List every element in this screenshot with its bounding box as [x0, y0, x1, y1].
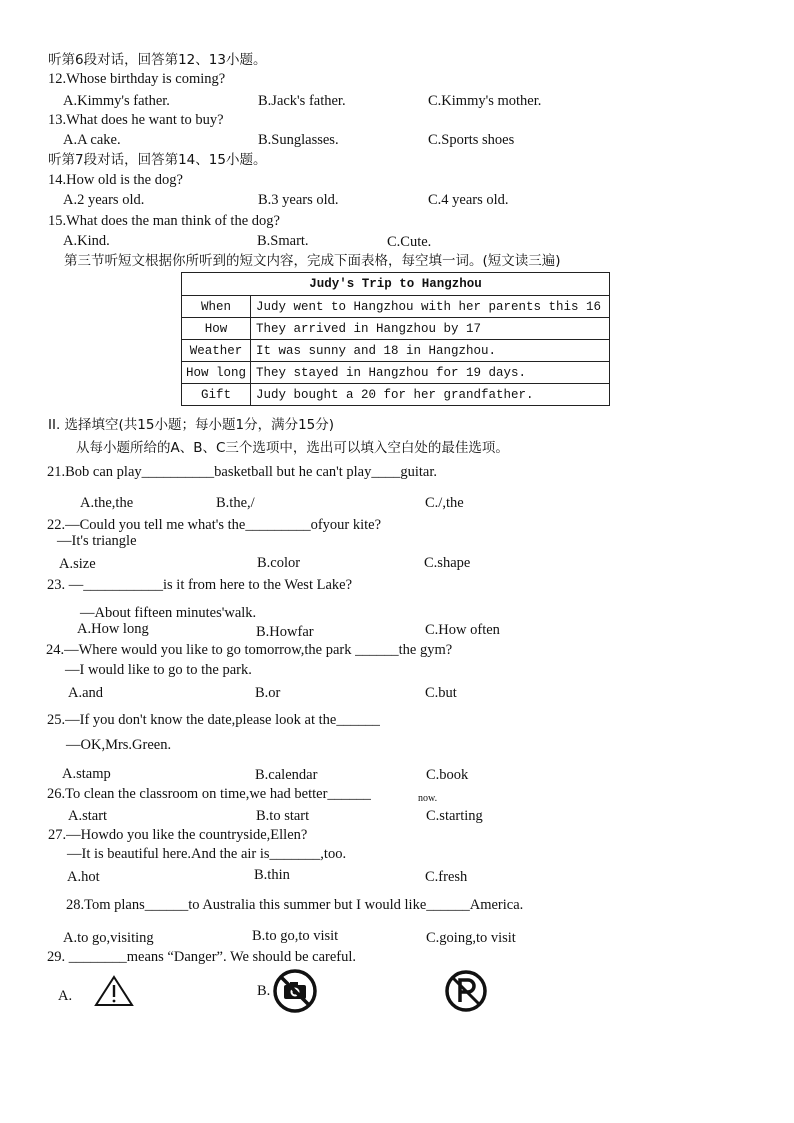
- q29-question: 29. ________means “Danger”. We should be careful.: [47, 949, 357, 965]
- q27-reply: —It is beautiful here.And the air is_______,too.: [67, 846, 347, 862]
- q21-option-b: B.the,/: [216, 495, 255, 511]
- q22-option-b: B.color: [257, 555, 301, 571]
- row-value: They arrived in Hangzhou by 17: [251, 318, 610, 340]
- row-value: Judy bought a 20 for her grandfather.: [251, 384, 610, 406]
- part2-instruction: 从每小题所给的A、B、C三个选项中，选出可以填入空白处的最佳选项。: [76, 440, 509, 456]
- q25-option-b: B.calendar: [255, 767, 318, 783]
- q24-reply: —I would like to go to the park.: [65, 662, 252, 678]
- q25-question: 25.—If you don't know the date,please look at the______: [47, 712, 380, 728]
- q22-question: 22.—Could you tell me what's the_________ofyour kite?: [47, 517, 382, 533]
- row-key: How long: [182, 362, 251, 384]
- q23-option-b: B.Howfar: [256, 624, 314, 640]
- q26-option-b: B.to start: [256, 808, 310, 824]
- q24-option-a: A.and: [68, 685, 104, 701]
- q12-question: 12.Whose birthday is coming?: [48, 71, 226, 87]
- q28-option-c: C.going,to visit: [426, 930, 516, 946]
- row-value: It was sunny and 18 in Hangzhou.: [251, 340, 610, 362]
- trip-table-title: Judy's Trip to Hangzhou: [182, 273, 610, 296]
- q25-reply: —OK,Mrs.Green.: [66, 737, 172, 753]
- warning-triangle-icon: [94, 975, 134, 1007]
- row-value: Judy went to Hangzhou with her parents this 16: [251, 296, 610, 318]
- q28-question: 28.Tom plans______to Australia this summer but I would like______America.: [66, 897, 524, 913]
- q23-question: 23. —___________is it from here to the West Lake?: [47, 577, 353, 593]
- q13-option-b: B.Sunglasses.: [258, 132, 339, 148]
- part2-title: II. 选择填空(共15小题；每小题1分，满分15分): [48, 417, 335, 433]
- q24-option-b: B.or: [255, 685, 281, 701]
- q26-question: 26.To clean the classroom on time,we had better______: [47, 786, 371, 802]
- table-row: [182, 318, 610, 340]
- q23-option-c: C.How often: [425, 622, 500, 638]
- q13-option-c: C.Sports shoes: [428, 132, 515, 148]
- table-row: [182, 362, 610, 384]
- q14-option-c: C.4 years old.: [428, 192, 509, 208]
- q22-option-c: C.shape: [424, 555, 471, 571]
- q28-option-a: A.to go,visiting: [63, 930, 154, 946]
- no-parking-icon: [444, 969, 488, 1013]
- q27-question: 27.—Howdo you like the countryside,Ellen?: [48, 827, 308, 843]
- q15-option-b: B.Smart.: [257, 233, 309, 249]
- q29-option-a: A.: [58, 988, 73, 1004]
- q21-question: 21.Bob can play__________basketball but he can't play____guitar.: [47, 464, 438, 480]
- q23-reply: —About fifteen minutes'walk.: [80, 605, 257, 621]
- section3-intro: 第三节听短文根据你所听到的短文内容，完成下面表格，每空填一词。(短文读三遍): [64, 253, 561, 269]
- no-camera-icon: [272, 968, 318, 1014]
- table-row: [182, 340, 610, 362]
- row-key: Gift: [182, 384, 251, 406]
- q27-option-a: A.hot: [67, 869, 100, 885]
- section-listen6: 听第6段对话，回答第12、13小题。: [48, 52, 267, 68]
- q12-option-c: C.Kimmy's mother.: [428, 93, 542, 109]
- q27-option-b: B.thin: [254, 867, 290, 883]
- row-key: Weather: [182, 340, 251, 362]
- q21-option-c: C./,the: [425, 495, 464, 511]
- q26-option-c: C.starting: [426, 808, 483, 824]
- q13-question: 13.What does he want to buy?: [48, 112, 224, 128]
- q15-option-c: C.Cute.: [387, 234, 432, 250]
- q15-question: 15.What does the man think of the dog?: [48, 213, 280, 229]
- section-listen7: 听第7段对话，回答第14、15小题。: [48, 152, 267, 168]
- trip-table-header: [182, 273, 610, 296]
- q26-option-a: A.start: [68, 808, 108, 824]
- q22-reply: —It's triangle: [57, 533, 137, 549]
- q29-option-b: B.: [257, 983, 271, 999]
- q25-option-a: A.stamp: [62, 766, 111, 782]
- row-value: They stayed in Hangzhou for 19 days.: [251, 362, 610, 384]
- q25-option-c: C.book: [426, 767, 469, 783]
- row-key: How: [182, 318, 251, 340]
- q22-option-a: A.size: [59, 556, 96, 572]
- table-row: [182, 296, 610, 318]
- q15-option-a: A.Kind.: [63, 233, 110, 249]
- q14-question: 14.How old is the dog?: [48, 172, 183, 188]
- q27-option-c: C.fresh: [425, 869, 468, 885]
- row-key: When: [182, 296, 251, 318]
- q21-option-a: A.the,the: [80, 495, 134, 511]
- table-row: [182, 384, 610, 406]
- trip-table: [181, 272, 610, 406]
- q12-option-b: B.Jack's father.: [258, 93, 346, 109]
- q24-option-c: C.but: [425, 685, 457, 701]
- q13-option-a: A.A cake.: [63, 132, 121, 148]
- q26-question-tail: now.: [418, 793, 438, 804]
- q24-question: 24.—Where would you like to go tomorrow,the park ______the gym?: [46, 642, 453, 658]
- q12-option-a: A.Kimmy's father.: [63, 93, 170, 109]
- q28-option-b: B.to go,to visit: [252, 928, 339, 944]
- q23-option-a: A.How long: [77, 621, 149, 637]
- q14-option-b: B.3 years old.: [258, 192, 339, 208]
- q14-option-a: A.2 years old.: [63, 192, 145, 208]
